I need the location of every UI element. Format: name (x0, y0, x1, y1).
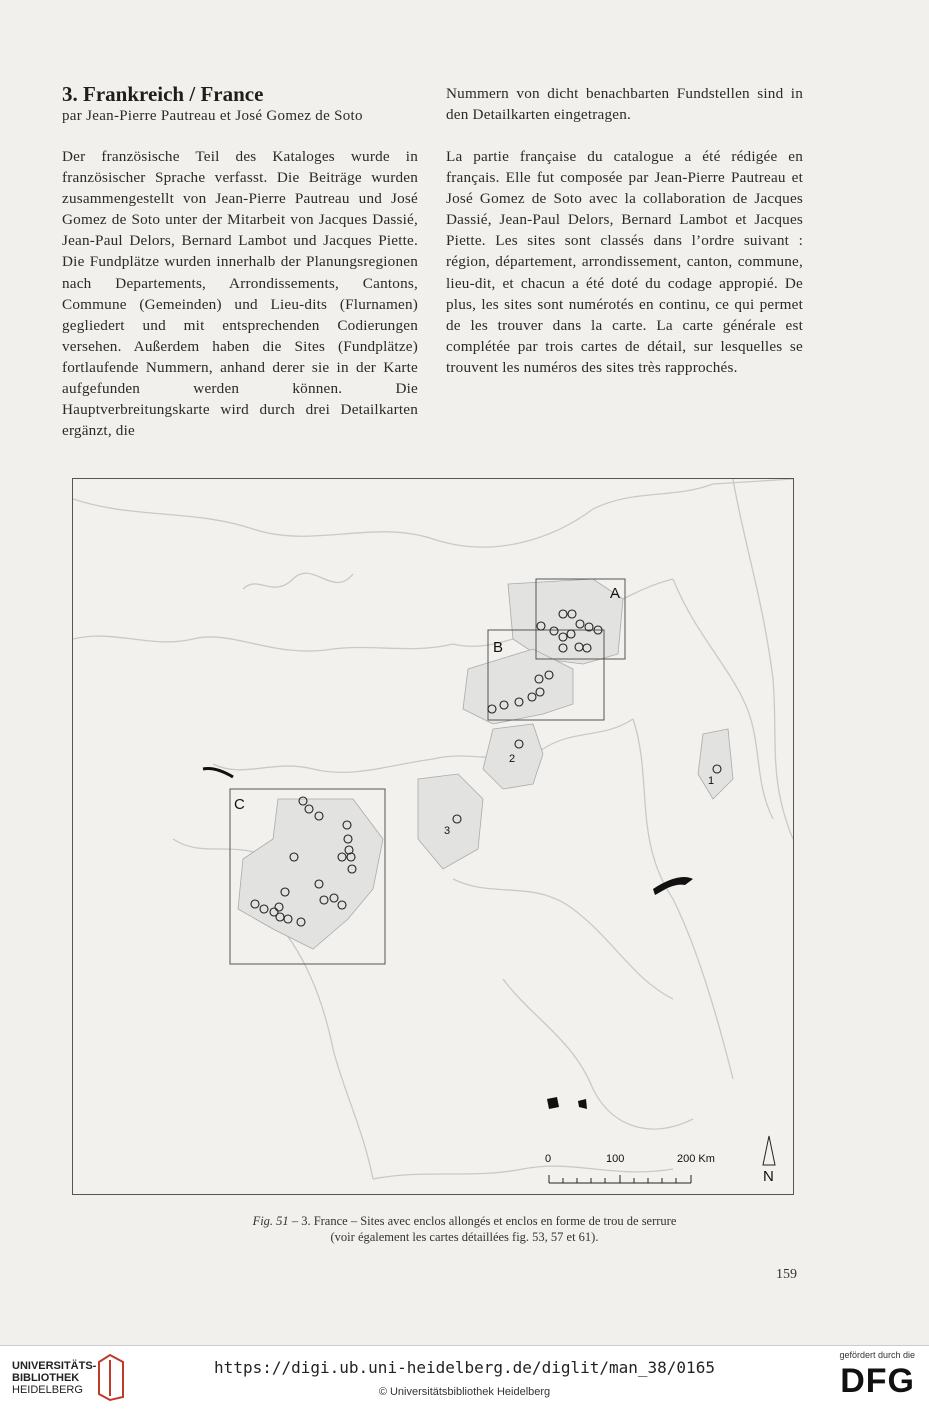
box-c-label: C (234, 796, 245, 813)
box-b-label: B (493, 639, 504, 656)
figure-caption (0, 1213, 929, 1245)
scale-bar (549, 1175, 691, 1183)
dfg-logo[interactable]: DFG (840, 1362, 915, 1400)
pyrenees-line (373, 1166, 673, 1179)
south-line (503, 979, 693, 1129)
french-paragraph: La partie française du catalogue a été rédigée en français. Elle fut composée par Jean-Pierre Pautreau et José Gomez de Soto avec la collaboration de Jacques Dassié, Jean-Paul Delors, Bernard Lambot et Jacques Piette. Les sites sont classés dans l’ordre suivant : région, département, arrondissement, canton, commune, lieu-dit, et chacun a été doté du codage appropié. De plus, les sites sont numérotés en continu, ce qui permet de les trouver dans la carte. La carte générale est complétée par trois cartes de détail, sur lesquelles se trouvent les numéros des sites très rapprochés. (446, 148, 803, 376)
caption-line-2: (voir également les cartes détaillées fig. 53, 57 et 61). (330, 1230, 599, 1244)
german-paragraph-continued: Nummern von dicht benachbarten Fundstellen sind in den Detailkarten eingetragen. (446, 85, 803, 124)
scale-label-200: 200 Km (677, 1153, 715, 1165)
region-3-label: 3 (444, 825, 451, 837)
channel-coast-line (73, 636, 453, 651)
massif-line (453, 879, 673, 999)
funding-label: gefördert durch die (839, 1350, 915, 1360)
estuary-mark (203, 768, 233, 777)
north-arrow-icon (763, 1136, 775, 1165)
region-1-label: 1 (708, 775, 715, 787)
distribution-map (72, 478, 794, 1195)
rhine-line (733, 479, 793, 839)
section-heading: 3. Frankreich / France (62, 82, 264, 106)
copyright-notice: © Universitätsbibliothek Heidelberg (378, 1386, 551, 1398)
france-map-svg (73, 479, 793, 1194)
region-c-shade (238, 799, 383, 949)
brittany-coast-line (243, 573, 353, 589)
figure-label: Fig. 51 (252, 1214, 289, 1228)
page-number: 159 (776, 1267, 797, 1282)
atlantic-coast-line (273, 919, 373, 1179)
region-1-shade (698, 729, 733, 799)
author-byline: par Jean-Pierre Pautreau et José Gomez de Soto (62, 108, 363, 124)
permalink-url[interactable]: https://digi.ub.uni-heidelberg.de/diglit/man_38/0165 (214, 1358, 715, 1377)
north-coast-line (73, 479, 793, 547)
region-3-shade (418, 774, 483, 869)
caption-line-1: – 3. France – Sites avec enclos allongés et enclos en forme de trou de serrure (291, 1214, 677, 1228)
scale-label-0: 0 (545, 1153, 552, 1165)
german-paragraph: Der französische Teil des Kataloges wurde in französischer Sprache verfasst. Die Beiträge wurden zusammengestellt von Jean-Pierre Pautreau und José Gomez de Soto unter der Mitarbeit von Jacques Dassié, Jean-Paul Delors, Bernard Lambot und Jacques Piette. Die Fundplätze wurden innerhalb der Planungsregionen nach Departements, Arrondissements, Cantons, Commune (Gemeinden) und Lieu-dits (Flurnamen) gegliedert und mit entsprechenden Codierungen versehen. Außerdem haben die Sites (Fundplätze) fortlaufende Nummern, anhand derer sie in der Karte aufgefunden werden können. Die Hauptverbreitungskarte wird durch drei Detailkarten ergänzt, die (62, 148, 418, 440)
library-logo[interactable]: UNIVERSITÄTS- BIBLIOTHEK HEIDELBERG (12, 1360, 97, 1396)
north-label: N (763, 1168, 774, 1185)
pond-mark-1 (547, 1097, 559, 1109)
box-a-label: A (610, 585, 621, 602)
scale-label-100: 100 (606, 1153, 625, 1165)
viewer-footer (0, 1345, 929, 1410)
loire-line (213, 759, 433, 772)
lake-geneva-mark (653, 877, 693, 895)
region-2-label: 2 (509, 753, 516, 765)
pond-mark-2 (578, 1099, 587, 1109)
